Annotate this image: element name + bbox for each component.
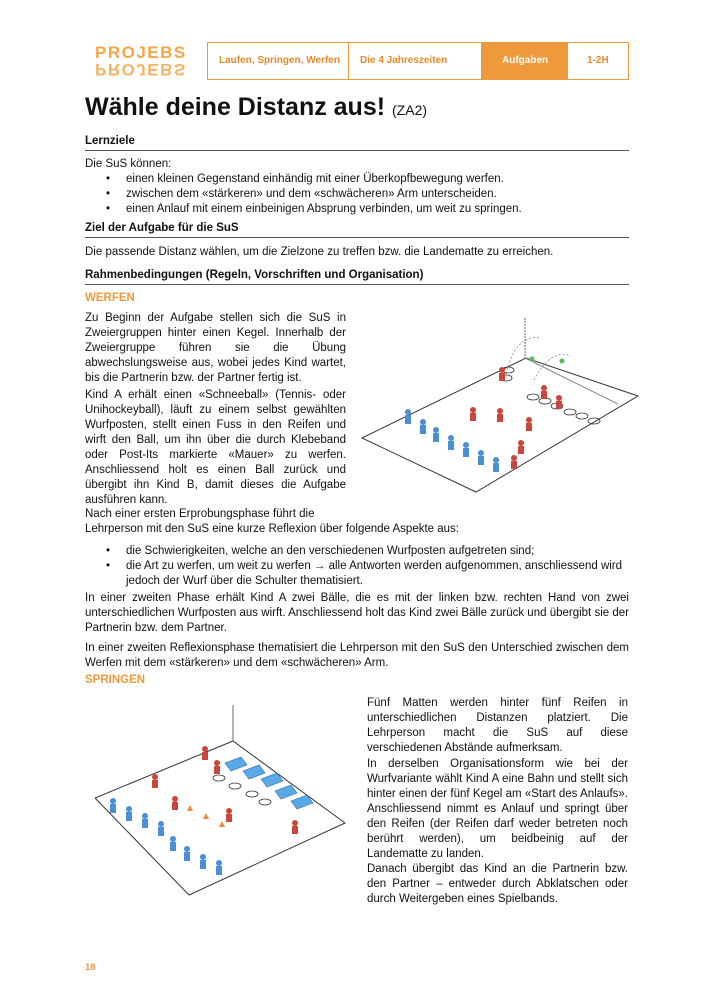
springen-heading: SPRINGEN (85, 674, 146, 686)
page-title (85, 92, 427, 125)
tab-level[interactable]: 1-2H (587, 55, 609, 66)
lernziele-list (102, 172, 522, 217)
logo-text: PROJEBS (95, 43, 187, 62)
springen-p2: In derselben Organisationsform wie bei der Wurfvariante wählt Kind A eine Bahn und stellt sich hinter einen der fünf Kegel am «Start des Anlaufs». Anschliessend nimmt es Anlauf und springt über den Reifen (der Reifen darf weder betreten noch berührt werden), um beidbeinig auf der Landematte zu landen. (367, 758, 628, 860)
werfen-p2: Kind A erhält einen «Schneeball» (Tennis- oder Unihockeyball), läuft zu einem selbst gewählten Wurfposten, stellt einen Fuss in den Reifen und wirft den Ball, um ihn über die durch Klebeband oder Post-Its markierte «Mauer» zu werfen. Anschliessend holt es einen Ball zurück und übergibt ihn Kind B, damit dieses die Aufgabe ausführen kann. (85, 389, 346, 506)
lernziele-heading: Lernziele (85, 134, 629, 151)
werfen-p5: In einer zweiten Reflexionsphase thematisiert die Lehrperson mit den SuS den Unterschied zwischen dem Werfen mit dem «stärkeren» und dem «schwächeren» Arm. (85, 642, 629, 669)
werfen-list (102, 544, 628, 589)
page-number: 18 (85, 962, 96, 973)
logo-text-mirrored: PROJEBS (95, 60, 187, 79)
werfen-illustration (356, 308, 646, 508)
rahmen-heading: Rahmenbedingungen (Regeln, Vorschriften und Organisation) (85, 268, 629, 285)
tab-aufgaben[interactable]: Aufgaben (482, 43, 568, 79)
tab-laufen-springen-werfen[interactable]: Laufen, Springen, Werfen (208, 43, 349, 79)
ziel-heading: Ziel der Aufgabe für die SuS (85, 221, 629, 238)
springen-p1: Fünf Matten werden hinter fünf Reifen in unterschiedlichen Distanzen platziert. Die Lehrperson macht die SuS auf diese verschiedenen Abstände aufmerksam. (367, 697, 628, 754)
ziel-text: Die passende Distanz wählen, um die Zielzone zu treffen bzw. die Landematte zu erreichen. (85, 246, 554, 258)
lernziele-intro: Die SuS können: (85, 158, 172, 170)
springen-p3: Danach übergibt das Kind an die Partnerin bzw. den Partner – entweder durch Abklatschen oder durch Weitergeben eines Spielbands. (367, 863, 628, 905)
springen-illustration (95, 703, 355, 903)
tab-4-jahreszeiten[interactable]: Die 4 Jahreszeiten (349, 43, 482, 79)
list-item: • einen Anlauf mit einem einbeinigen Absprung verbinden, um weit zu springen. (102, 202, 522, 217)
werfen-p1: Zu Beginn der Aufgabe stellen sich die SuS in Zweiergruppen hinter einen Kegel. Innerhalb der Zweiergruppe führen sie die Übung abwechslungsweise aus, wobei jedes Kind wartet, bis die Partnerin bzw. der Partner fertig ist. (85, 312, 346, 384)
title-code: (ZA2) (392, 102, 428, 118)
list-item: • zwischen dem «stärkeren» und dem «schwächeren» Arm unterscheiden. (102, 187, 522, 202)
breadcrumb-nav (207, 42, 629, 80)
list-item: • die Schwierigkeiten, welche an den verschiedenen Wurfposten aufgetreten sind; (102, 544, 628, 559)
werfen-p3b: Lehrperson mit den SuS eine kurze Reflexion über folgende Aspekte aus: (85, 523, 459, 535)
werfen-p3a: Nach einer ersten Erprobungsphase führt die (85, 508, 315, 520)
title-main: Wähle deine Distanz aus! (85, 93, 386, 121)
projebs-logo (95, 44, 190, 80)
list-item: • einen kleinen Gegenstand einhändig mit einer Überkopfbewegung werfen. (102, 172, 522, 187)
werfen-p4: In einer zweiten Phase erhält Kind A zwei Bälle, die es mit der linken bzw. rechten Hand von zwei unterschiedlichen Wurfposten aus wirft. Anschliessend holt das Kind zwei Bälle zurück und übergibt sie der Partnerin bzw. dem Partner. (85, 592, 629, 634)
werfen-heading: WERFEN (85, 292, 135, 304)
list-item: • die Art zu werfen, um weit zu werfen → alle Antworten werden aufgenommen, anschliessend wird jedoch der Wurf über die Schulter thematisiert. (102, 559, 628, 589)
